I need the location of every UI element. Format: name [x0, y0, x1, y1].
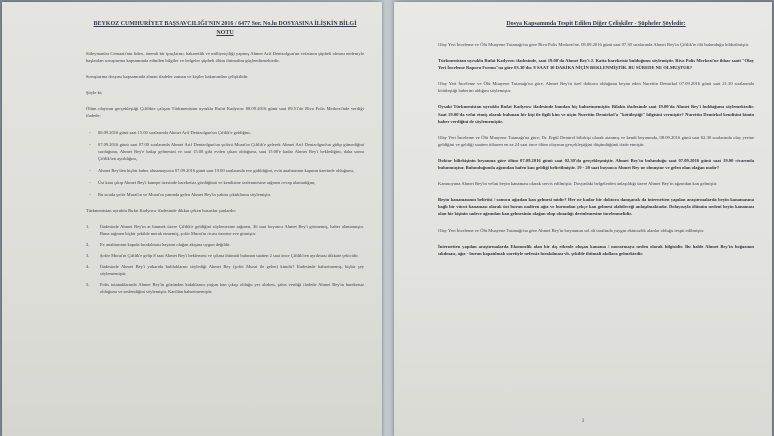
- numbered-item: [86, 281, 364, 295]
- numbered-list: [86, 223, 364, 295]
- item-text: Şoför Murat'ın Çiftlik'e gelip 8 saat Ahmet Bey'i beklemesi ve çıkma ihtimali bulunan saatten 2 saat önce Çiftlik'ten ayrılması dikkate çekicidir.: [100, 252, 359, 258]
- item-text: Ev anahtarının kapıda bırakılması hayatın olağan akışına uygun değildir.: [100, 241, 231, 247]
- bold-paragraph: Türkmenistan uyruklu Rufat Kadyrow ifadesinde, saat 19.00'da Ahmet Bey'i 2. Katta hareketsiz bulduğunu söylemiştir. Riva Polis Merkezi'ne ihbar saati "Olay Yeri İnceleme Raporu Formu"na göre 03.30'dır. 8 SAAT 30 DAKİKA NİÇİN BEKLENMİŞTİR. BU SÜREDE NE OLMUŞTUR?: [438, 58, 754, 71]
- list-intro-paragraph: Türkmenistan uyruklu Rufat Kadyrow ifadesinde dikkat çeken hususlar şunlardır:: [86, 207, 237, 213]
- section-label: Şöyle ki;: [86, 90, 103, 96]
- document-page-left: [2, 2, 382, 436]
- intro-paragraph: Süleymanlar Cemaati'nin liderı, önemli bir ipuçlarını, hakaretlik ve milliyetçiliği yapmış Ahmet Arif Denizolgun'un vefatının şüpheli olması nedeniyle başlatılan soruşturma kapsamında edinilen bilgiler ve belgeler şüpheli ölüm ihtimalini güçlendirmektedir.: [86, 51, 364, 64]
- bullet-item: - Ahmet Bey'den hiçbir haber alınamayınca 07.09.2016 günü saat 19.00 sıralarında eve gidildiğini, evin anahtarının kapının üzerinde olduğunu,: [86, 167, 364, 174]
- scope-paragraph: Soruşturma dosyası kapsamında alınan ifadeler zaman ve kişiler bakımından çelişkilidir.: [86, 74, 249, 80]
- paragraph: Olay Yeri İnceleme ve Ölü Muayene Tutanağı'na göre Ahmet Bey'in boynunun sol alt tarafında yaygın ekimozlik alanlar olduğu tespit edilmiştir.: [438, 227, 705, 233]
- numbered-item: [86, 223, 364, 237]
- item-text: Polis tutanaklarında Ahmet Bey'in gözünden kulaklarını yoğun kan çıkışı olduğu yer alırken, şahıs verdiği ifadede Ahmet Bey'in hareketsiz olduğunu ve seslendiğini söylemiştir. Kan'dan bahsetmemiştir.: [100, 281, 364, 294]
- page-title: Dosya Kapsamında Tespit Edilen Diğer Çelişkiler - Şüpheler Şöyledir:: [506, 21, 686, 27]
- bullet-item: - 06.09.2016 günü saat 15.00 sıralarında Ahmet Arif Denizolgun'un Çiftlik'e geldiğini,: [86, 129, 364, 136]
- document-page-right: [394, 2, 772, 436]
- bullet-item: - 07.09.2016 günü saat 07.00 sıralarında Ahmet Arif Denizolgun'un şoförü Murat'ın Çiftlik'e gelerek Ahmet Arif Denizolgun'un gidip gitmediğini sorduğunu, Ahmet Bey'e bakıp gelmesini ve saat 15.00 gibi evden çıkan olduğunu, saat 15.00'e kadar Ahmet Bey'i beklediğini, daha sonra Çiftlik'ten ayrıldığını,: [86, 141, 364, 162]
- page-number: 2: [581, 419, 585, 424]
- bullet-item: - Üst kata çıkıp Ahmet Bey'i kanepe üzerinde hareketsiz gördüğünü ve kendisine seslenmesine rağmen cevap alamadığını,: [86, 179, 364, 186]
- numbered-item: [86, 241, 364, 248]
- bold-paragraph: Beyin kanamasının belirtisi / sonucu ağızdan kan gelmesi midir? Her ne kadar bir doktora danışarak da internetten yapılan araştırmalarda beyin kanamasına bağlı bir vücut kanaması olarak üst burun nadiren ağız ve burundan çekçe kan gelmesi olabileceği anlaşılmaktadır. Dolayısıyla ölümün nedeni beyin kanaması olan bir kişinin sadece ağzından kan gelmesinin olağan olup olmadığı derinlemesine incelenmelidir.: [438, 197, 754, 217]
- bold-paragraph: Oysaki Türkmenistan uyruklu Rufat Kadyrow ifadesinde bundan hiç bahsetmemiştir. Bilakis ifadesinde saat 19.00'da Ahmet Bey'i bulduğunu söylemektedir. Saat 19.00'da vefat etmiş olarak bulunan bir kişi ile ilgili kim ve niçin Nurettin Demirkol'a "kötüleştiği" bilgisini vermiştir? Nurettin Demirkol kendisini kimin haber verdiğini de söylememiştir.: [438, 104, 754, 124]
- paragraph: Olay Yeri İnceleme ve Ölü Muayene Tutanağı'na göre Riva Polis Merkezi'ne, 08.09.2016 günü saat 07.30 sıralarında Ahmet Bey'in Çiftlik'te ölü bulunduğu bildirilmiştir.: [438, 42, 750, 47]
- paragraph: Olay Yeri İnceleme ve Ölü Muayene Tutanağı'na göre, Ahmet Bey'in özel doktoru olduğunu beyan eden Nurettin Demirkol 07.09.2016 günü saat 21.30 sıralarında kötüleştiği haberini aldığını söylemiştir.: [438, 81, 754, 94]
- numbered-item: [86, 263, 364, 277]
- bold-paragraph: Doktor bilirkişinin beyanına göre ölüm 07.09.2016 günü saat 02.30'da gerçekleşmiştir. Ahmet Bey'in bulunduğu saat 07.09.2016 günü saat 19.00 civarında bulunmuştur. Bulunduğunda ağzından hafen kan geldiği belirtilmiştir. 19 - 20 saat boyunca Ahmet Bey ne olmuştur ve gelen olan olağan mıdır?: [438, 157, 754, 171]
- item-number: 5.: [86, 281, 90, 287]
- paragraph: Olay Yeri İnceleme ve Ölü Muayene Tutanağı'na göre; Dr. Ergül Demirel bilirkişi olarak atanmış ve kendi beyanında, 08.09.2016 günü saat 02.30 sıralarında olay yerine geldiğini ve geldiği saatten itibaren en az 24 saat önce ölüm olayının gerçekleştiğini düşündüğünü ifade etmiştir.: [438, 134, 754, 147]
- statement-bullets: [86, 129, 364, 198]
- item-number: 4.: [86, 263, 90, 269]
- item-text: İfadesinde Ahmet Bey'in at binmek üzere Çiftlik'e geldiğini söylemesine rağmen, 36 saat boyunca Ahmet Bey'i görmemiş, haber alamamıştır. Buna rağmen hiçbir şekilde merak etmemiş, şoför Murat'ın ricası üzerine eve gitmiştir.: [100, 223, 364, 236]
- item-text: İfadesinde Ahmet Bey'i yukarıda bulduklarını söylediği Ahmet Bey (şoför Murat ile gelen) kimdir? İfadesinde bahsetmemiş, hiçbir şey söylememiştir.: [100, 263, 364, 276]
- item-number: 3.: [86, 252, 90, 258]
- bold-paragraph: İnternetten yapılan araştırmalarda Ekomozlik alan bir dış etkenle oluşan kanama / morarmaya neden olarak bilgisidir. Bu halde Ahmet Bey'in boğazının sıkılması, ağız - burun kapatılmak suretiyle nefessiz bırakılması vb. şekilde ihtimali akıllara gelmektedir.: [438, 243, 754, 256]
- bullet-item: - Bu sırada şoför Murat'ın ve Murat'ın yanında gelen Ahmet Bey'in yakını çıktıklarını söylemiştir.: [86, 191, 364, 198]
- item-number: 2.: [86, 241, 90, 247]
- item-number: 1.: [86, 223, 90, 229]
- page-title: BEYKOZ CUMHURİYET BAŞSAVCILIĞI'NIN 2016 / 6477 Sor. No.lu DOSYASINA İLİŞKİN BİLGİ NOTU: [93, 21, 357, 36]
- statement-paragraph: Ölüm olayının gerçekleştiği Çiftlikte çalışan Türkmenistan uyruklu Rufat Kadyrow 08.09.2016 günü saat 09.51'de Riva Polis Merkezi'nde verdiği ifadede:: [86, 106, 364, 119]
- numbered-item: [86, 252, 364, 259]
- paragraph: Kamuoyuna Ahmet Bey'in vefatı beyin kanaması olarak servis edilmiştir. Dosyadaki belgelerden anlaşıldığı üzere Ahmet Bey'in ağzından kan gelmiştir.: [438, 181, 718, 187]
